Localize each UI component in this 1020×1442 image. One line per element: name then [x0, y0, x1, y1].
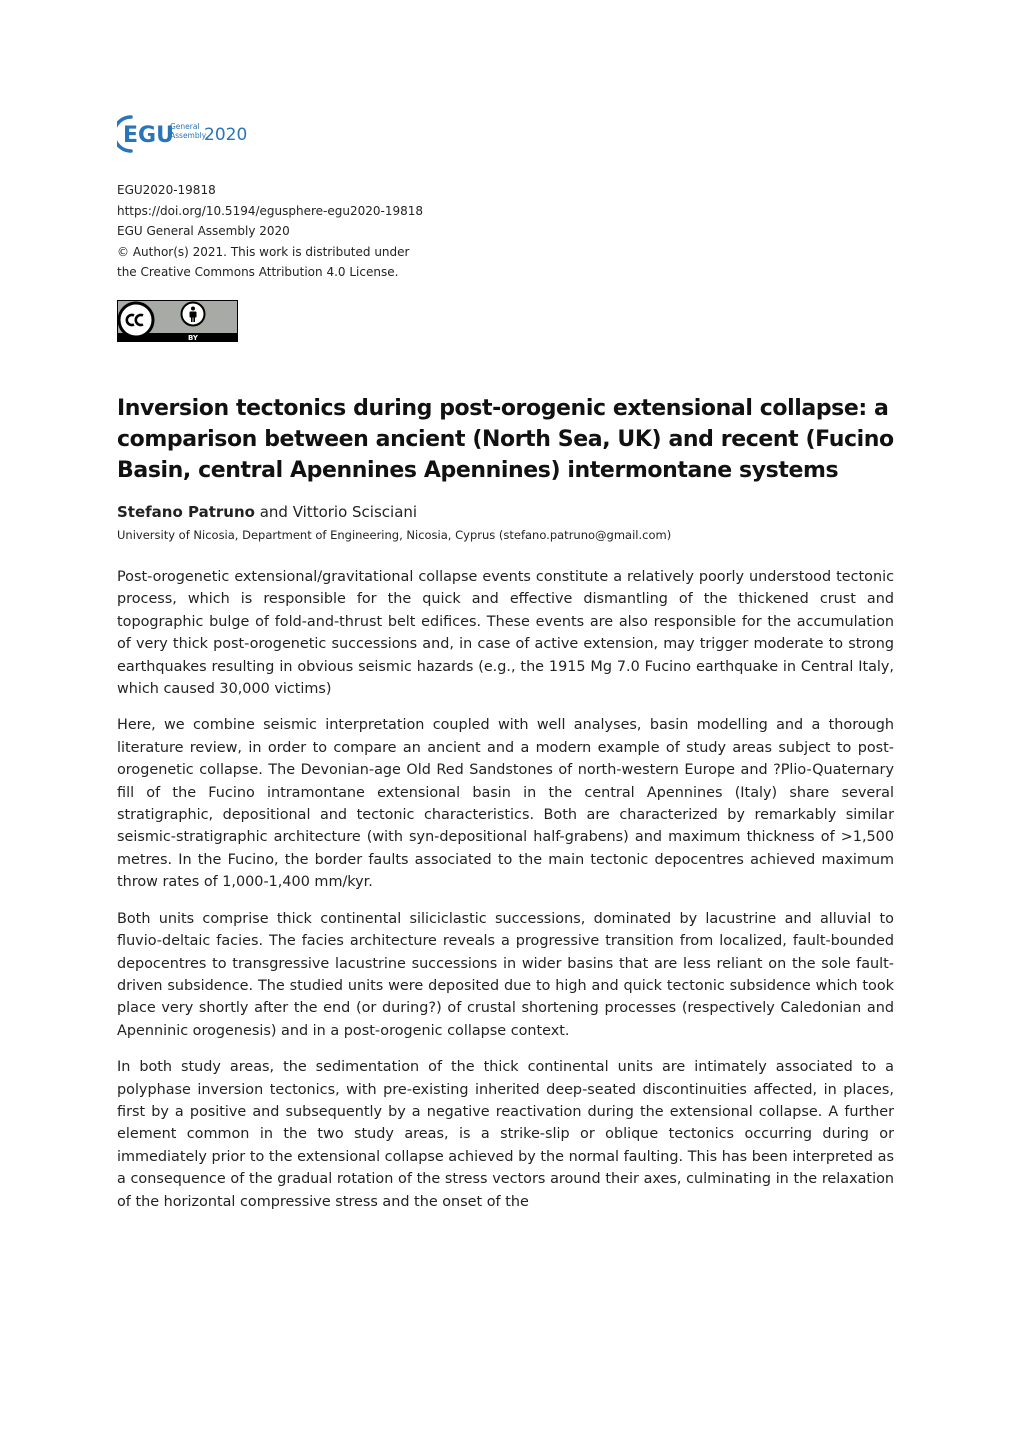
logo-line2: Assembly	[170, 131, 207, 140]
paragraph: Post-orogenetic extensional/gravitational collapse events constitute a relatively poorly understood tectonic process, which is responsible for the quick and effective dismantling of the thickened crust and topographic bulge of fold-and-thrust belt edifices. These events are also responsible for the accumulation of very thick post-orogenetic successions and, in case of active extension, may trigger moderate to strong earthquakes resulting in obvious seismic hazards (e.g., the 1915 Mg 7.0 Fucino earthquake in Central Italy, which caused 30,000 victims)	[117, 569, 894, 698]
cc-by-badge[interactable]	[117, 300, 238, 342]
doi-link[interactable]: https://doi.org/10.5194/egusphere-egu2020-19818	[117, 203, 424, 218]
author-line	[117, 502, 417, 522]
assembly-name: EGU General Assembly 2020	[117, 224, 290, 238]
logo-year: 2020	[204, 125, 248, 145]
cc-icon	[119, 303, 153, 337]
logo-brand: EGU	[123, 123, 174, 148]
abstract-title: Inversion tectonics during post-orogenic extensional collapse: a comparison between ancient (North Sea, UK) and recent (Fucino Basin, central Apennines Apennines) intermontane systems	[117, 396, 894, 483]
logo-line1: General	[170, 122, 200, 131]
paragraph: In both study areas, the sedimentation of the thick continental units are intimately associated to a polyphase inversion tectonics, with pre-existing inherited deep-seated discontinuities affected, in places, first by a positive and subsequently by a negative reactivation during the extensional collapse. A further element common in the two study areas, is a strike-slip or oblique tectonics occurring during or immediately prior to the extensional collapse achieved by the normal faulting. This has been interpreted as a consequence of the gradual rotation of the stress vectors around their axes, culminating in the relaxation of the horizontal compressive stress and the onset of the	[117, 1059, 894, 1210]
license-line: the Creative Commons Attribution 4.0 License.	[117, 265, 399, 279]
abstract-body	[117, 566, 894, 1238]
copyright-line: © Author(s) 2021. This work is distributed under	[117, 244, 410, 259]
abstract-id: EGU2020-19818	[117, 183, 216, 197]
paragraph: Here, we combine seismic interpretation coupled with well analyses, basin modelling and a thorough literature review, in order to compare an ancient and a modern example of study areas subject to post-orogenetic collapse. The Devonian-age Old Red Sandstones of north-western Europe and ?Plio-Quaternary fill of the Fucino intramontane extensional basin in the central Apennines (Italy) share several stratigraphic, depositional and tectonic characteristics. Both are characterized by remarkably similar seismic-stratigraphic architecture (with syn-depositional half-grabens) and maximum thickness of >1,500 metres. In the Fucino, the border faults associated to the main tectonic depocentres achieved maximum throw rates of 1,000-1,400 mm/kyr.	[117, 717, 894, 891]
co-authors: and Vittorio Scisciani	[254, 503, 418, 521]
attribution-person-icon	[182, 303, 205, 326]
abstract-metadata	[117, 180, 423, 283]
cc-by-label: BY	[187, 334, 199, 342]
presenting-author: Stefano Patruno	[117, 503, 255, 521]
egu-logo	[117, 113, 252, 155]
affiliation: University of Nicosia, Department of Engineering, Nicosia, Cyprus (stefano.patruno@gmail.com)	[117, 528, 672, 542]
paragraph: Both units comprise thick continental siliciclastic successions, dominated by lacustrine and alluvial to fluvio-deltaic facies. The facies architecture reveals a progressive transition from localized, fault-bounded depocentres to transgressive lacustrine successions in wider basins that are less reliant on the sole fault-driven subsidence. The studied units were deposited due to high and quick tectonic subsidence which took place very shortly after the end (or during?) of crustal shortening processes (respectively Caledonian and Apenninic orogenesis) and in a post-orogenic collapse context.	[117, 910, 894, 1039]
